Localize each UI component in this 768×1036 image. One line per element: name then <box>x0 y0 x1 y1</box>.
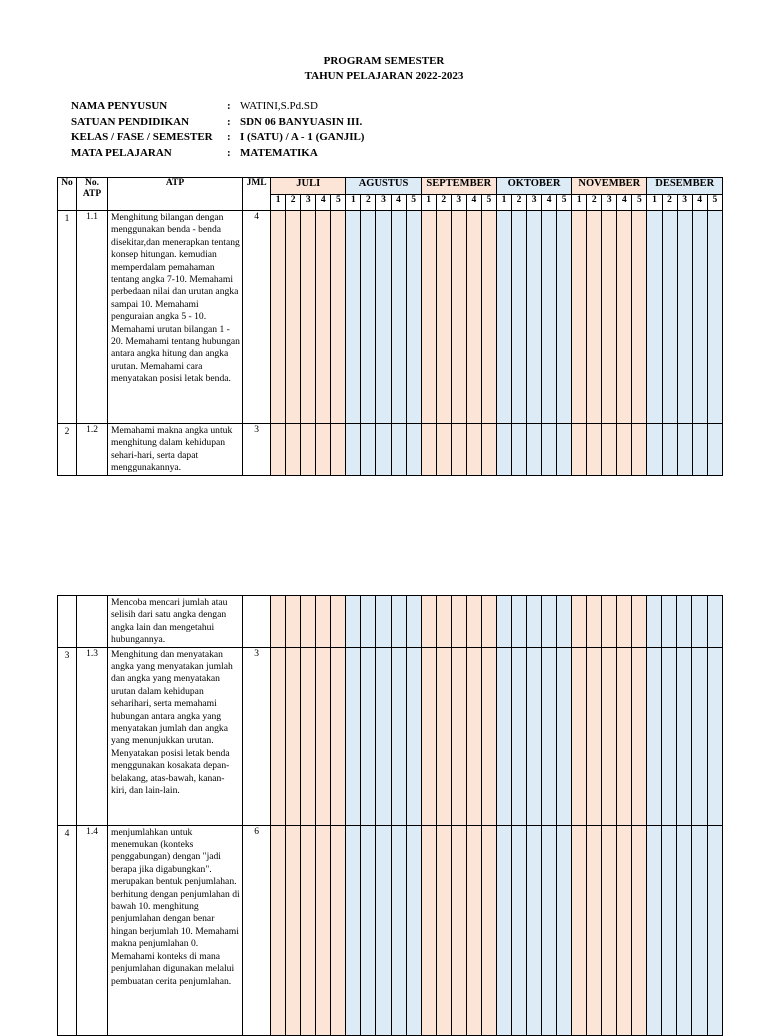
week-cell[interactable] <box>512 211 527 424</box>
info-label: NAMA PENYUSUN <box>71 100 168 112</box>
info-label: SATUAN PENDIDIKAN <box>71 115 190 128</box>
week-cell[interactable] <box>632 647 647 825</box>
week-number: 4 <box>391 195 406 211</box>
week-cell[interactable] <box>301 647 316 825</box>
week-cell[interactable] <box>361 647 376 825</box>
header-atp: ATP <box>108 178 243 211</box>
week-cell[interactable] <box>436 596 451 648</box>
week-number: 2 <box>587 195 602 211</box>
week-cell[interactable] <box>361 424 376 476</box>
month-header-september: SEPTEMBER <box>421 178 496 195</box>
week-number: 2 <box>662 195 677 211</box>
week-cell[interactable] <box>376 211 391 424</box>
week-cell[interactable] <box>436 211 451 424</box>
week-number: 3 <box>527 195 542 211</box>
week-cell[interactable] <box>466 424 481 476</box>
week-cell[interactable] <box>481 424 496 476</box>
week-cell[interactable] <box>316 211 331 424</box>
week-cell[interactable] <box>391 424 406 476</box>
info-colon: : <box>227 147 231 160</box>
week-cell[interactable] <box>632 825 647 1035</box>
week-cell[interactable] <box>481 211 496 424</box>
week-cell[interactable] <box>496 647 511 825</box>
atp-description: Memahami makna angka untuk menghitung dalam kehidupan sehari-hari, serta dapat menggunakannya. <box>108 424 243 476</box>
atp-number <box>77 596 108 648</box>
week-number: 5 <box>406 195 421 211</box>
week-cell[interactable] <box>406 647 421 825</box>
month-header-juli: JULI <box>271 178 346 195</box>
month-header-november: NOVEMBER <box>572 178 647 195</box>
week-cell[interactable] <box>406 596 421 648</box>
info-row <box>71 99 364 115</box>
jml-value <box>243 596 271 648</box>
header-no-atp: No. ATP <box>77 178 108 211</box>
week-cell[interactable] <box>572 596 587 648</box>
header-jml: JML <box>243 178 271 211</box>
info-row <box>71 115 364 131</box>
week-cell[interactable] <box>572 424 587 476</box>
week-cell[interactable] <box>286 825 301 1035</box>
week-cell[interactable] <box>391 825 406 1035</box>
week-cell[interactable] <box>542 424 557 476</box>
week-cell[interactable] <box>406 825 421 1035</box>
week-cell[interactable] <box>557 825 572 1035</box>
week-cell[interactable] <box>451 647 466 825</box>
week-number: 5 <box>331 195 346 211</box>
week-cell[interactable] <box>436 825 451 1035</box>
week-cell[interactable] <box>406 211 421 424</box>
atp-description: Mencoba mencari jumlah atau selisih dari satu angka dengan angka lain dan mengetahui hubungannya. <box>108 596 243 648</box>
week-cell[interactable] <box>602 596 617 648</box>
week-cell[interactable] <box>511 825 526 1035</box>
week-cell[interactable] <box>466 211 481 424</box>
info-label: MATA PELAJARAN <box>71 147 172 160</box>
week-cell[interactable] <box>376 424 391 476</box>
week-cell[interactable] <box>316 596 331 648</box>
week-number: 4 <box>542 195 557 211</box>
week-cell[interactable] <box>677 647 692 825</box>
week-cell[interactable] <box>346 647 361 825</box>
week-cell[interactable] <box>617 424 632 476</box>
week-number: 3 <box>677 195 692 211</box>
week-cell[interactable] <box>677 424 692 476</box>
week-cell[interactable] <box>707 211 722 424</box>
week-cell[interactable] <box>617 825 632 1035</box>
week-cell[interactable] <box>557 211 572 424</box>
week-cell[interactable] <box>376 596 391 648</box>
week-cell[interactable] <box>391 647 406 825</box>
row-number: 1 <box>58 211 77 424</box>
schedule-table-page-1 <box>57 177 723 476</box>
week-cell[interactable] <box>481 825 496 1035</box>
table-row <box>58 647 723 825</box>
week-cell[interactable] <box>587 596 602 648</box>
week-cell[interactable] <box>496 596 511 648</box>
week-cell[interactable] <box>391 596 406 648</box>
month-header-oktober: OKTOBER <box>496 178 571 195</box>
week-cell[interactable] <box>707 647 722 825</box>
document-subtitle: TAHUN PELAJARAN 2022-2023 <box>304 70 464 82</box>
week-cell[interactable] <box>451 596 466 648</box>
week-cell[interactable] <box>421 211 436 424</box>
week-cell[interactable] <box>331 825 346 1035</box>
week-cell[interactable] <box>511 596 526 648</box>
week-number: 4 <box>617 195 632 211</box>
week-cell[interactable] <box>647 825 662 1035</box>
week-cell[interactable] <box>572 211 587 424</box>
week-cell[interactable] <box>647 596 662 648</box>
jml-value: 3 <box>243 647 271 825</box>
week-number: 4 <box>466 195 481 211</box>
atp-number: 1.2 <box>77 424 108 476</box>
week-cell[interactable] <box>707 596 722 648</box>
schedule-table-page-2 <box>57 595 723 1036</box>
week-cell[interactable] <box>542 211 557 424</box>
week-cell[interactable] <box>557 647 572 825</box>
week-cell[interactable] <box>542 596 557 648</box>
week-cell[interactable] <box>346 424 361 476</box>
week-number: 3 <box>376 195 391 211</box>
week-cell[interactable] <box>271 424 286 476</box>
week-number: 3 <box>602 195 617 211</box>
week-cell[interactable] <box>587 825 602 1035</box>
week-cell[interactable] <box>346 211 361 424</box>
week-cell[interactable] <box>271 825 286 1035</box>
week-cell[interactable] <box>421 825 436 1035</box>
week-cell[interactable] <box>331 596 346 648</box>
week-number: 1 <box>496 195 511 211</box>
week-cell[interactable] <box>587 211 602 424</box>
atp-number: 1.4 <box>77 825 108 1035</box>
week-cell[interactable] <box>286 647 301 825</box>
row-number: 4 <box>58 825 77 1035</box>
week-cell[interactable] <box>406 424 421 476</box>
week-number: 2 <box>512 195 527 211</box>
row-number <box>58 596 77 648</box>
info-row <box>71 146 364 162</box>
jml-value: 6 <box>243 825 271 1035</box>
week-cell[interactable] <box>316 647 331 825</box>
week-cell[interactable] <box>451 825 466 1035</box>
week-cell[interactable] <box>331 424 346 476</box>
week-cell[interactable] <box>692 647 707 825</box>
week-number: 3 <box>451 195 466 211</box>
week-cell[interactable] <box>331 647 346 825</box>
week-cell[interactable] <box>286 424 301 476</box>
week-cell[interactable] <box>271 596 286 648</box>
week-cell[interactable] <box>602 825 617 1035</box>
week-cell[interactable] <box>361 211 376 424</box>
week-cell[interactable] <box>707 424 722 476</box>
week-number: 3 <box>301 195 316 211</box>
week-cell[interactable] <box>677 596 692 648</box>
jml-value: 4 <box>243 211 271 424</box>
document-title: PROGRAM SEMESTER <box>323 55 445 67</box>
info-value: I (SATU) / A - 1 (GANJIL) <box>240 131 365 144</box>
week-cell[interactable] <box>647 211 662 424</box>
week-cell[interactable] <box>632 211 647 424</box>
week-cell[interactable] <box>557 424 572 476</box>
atp-description: Menghitung dan menyatakan angka yang menyatakan jumlah dan angka yang menyatakan urutan dalam kehidupan seharihari, serta memahami hubungan antara angka yang menyatakan jumlah dan angka yang menunjukkan urutan. Menyatakan posisi letak benda menggunakan kosakata depan-belakang, atas-bawah, kanan-kiri, dan lain-lain. <box>108 647 243 825</box>
week-cell[interactable] <box>451 211 466 424</box>
atp-description: menjumlahkan untuk menemukan (konteks penggabungan) dengan "jadi berapa jika digabungkan". merupakan bentuk penjumlahan. berhitung dengan penjumlahan di bawah 10. menghitung penjumlahan dengan benar hingan berjumlah 10. Memahami makna penjumlahan 0. Memahami konteks di mana penjumlahan digunakan melalui pembuatan cerita penjumlahan. <box>108 825 243 1035</box>
week-cell[interactable] <box>496 825 511 1035</box>
week-cell[interactable] <box>346 825 361 1035</box>
table-row <box>58 424 723 476</box>
week-cell[interactable] <box>496 424 511 476</box>
week-number: 2 <box>361 195 376 211</box>
week-cell[interactable] <box>331 211 346 424</box>
week-cell[interactable] <box>451 424 466 476</box>
week-cell[interactable] <box>527 424 542 476</box>
info-value: WATINI,S.Pd.SD <box>240 100 318 112</box>
info-value: SDN 06 BANYUASIN III. <box>240 115 363 128</box>
atp-number: 1.1 <box>77 211 108 424</box>
week-cell[interactable] <box>692 211 707 424</box>
atp-description: Menghitung bilangan dengan menggunakan benda - benda disekitar,dan menerapkan tentang konsep hitungan. kemudian memperdalam pemahaman tentang angka 7-10. Memahami perbedaan nilai dan urutan angka sampai 10. Memahami penguraian angka 5 - 10. Memahami urutan bilangan 1 - 20. Memahami tentang hubungan antara angka hitung dan angka urutan. Memahami cara menyatakan posisi letak benda. <box>108 211 243 424</box>
week-cell[interactable] <box>617 211 632 424</box>
week-cell[interactable] <box>301 596 316 648</box>
week-cell[interactable] <box>361 825 376 1035</box>
week-cell[interactable] <box>271 211 286 424</box>
week-cell[interactable] <box>526 596 541 648</box>
week-cell[interactable] <box>692 825 707 1035</box>
header-no: No <box>58 178 77 211</box>
week-cell[interactable] <box>376 825 391 1035</box>
week-cell[interactable] <box>632 596 647 648</box>
week-cell[interactable] <box>286 596 301 648</box>
week-cell[interactable] <box>692 596 707 648</box>
info-row <box>71 130 364 146</box>
week-cell[interactable] <box>496 211 511 424</box>
week-cell[interactable] <box>557 596 572 648</box>
week-cell[interactable] <box>466 596 481 648</box>
week-cell[interactable] <box>602 211 617 424</box>
week-cell[interactable] <box>316 424 331 476</box>
table-row <box>58 211 723 424</box>
week-cell[interactable] <box>301 825 316 1035</box>
week-number: 5 <box>632 195 647 211</box>
row-number: 3 <box>58 647 77 825</box>
week-number: 1 <box>647 195 662 211</box>
week-cell[interactable] <box>602 424 617 476</box>
row-number: 2 <box>58 424 77 476</box>
week-cell[interactable] <box>677 211 692 424</box>
week-cell[interactable] <box>316 825 331 1035</box>
month-header-agustus: AGUSTUS <box>346 178 421 195</box>
week-cell[interactable] <box>632 424 647 476</box>
week-cell[interactable] <box>647 424 662 476</box>
week-cell[interactable] <box>421 647 436 825</box>
week-number: 1 <box>346 195 361 211</box>
identity-block <box>71 99 364 162</box>
month-header-desember: DESEMBER <box>647 178 723 195</box>
info-colon: : <box>227 100 231 112</box>
week-cell[interactable] <box>421 596 436 648</box>
week-cell[interactable] <box>662 647 677 825</box>
week-cell[interactable] <box>481 596 496 648</box>
table-row <box>58 596 723 648</box>
week-number: 5 <box>557 195 572 211</box>
week-cell[interactable] <box>271 647 286 825</box>
week-cell[interactable] <box>572 825 587 1035</box>
week-number: 4 <box>692 195 707 211</box>
week-cell[interactable] <box>707 825 722 1035</box>
header-row <box>58 178 723 195</box>
week-cell[interactable] <box>542 825 557 1035</box>
week-number: 4 <box>316 195 331 211</box>
week-cell[interactable] <box>526 647 541 825</box>
week-number: 1 <box>421 195 436 211</box>
week-cell[interactable] <box>602 647 617 825</box>
week-cell[interactable] <box>677 825 692 1035</box>
week-number: 2 <box>286 195 301 211</box>
info-label: KELAS / FASE / SEMESTER <box>71 131 213 144</box>
week-cell[interactable] <box>301 211 316 424</box>
week-cell[interactable] <box>542 647 557 825</box>
week-cell[interactable] <box>662 825 677 1035</box>
week-cell[interactable] <box>376 647 391 825</box>
week-cell[interactable] <box>647 647 662 825</box>
week-cell[interactable] <box>301 424 316 476</box>
info-colon: : <box>227 131 231 144</box>
week-cell[interactable] <box>466 647 481 825</box>
week-cell[interactable] <box>572 647 587 825</box>
week-cell[interactable] <box>436 424 451 476</box>
week-number: 2 <box>436 195 451 211</box>
info-value: MATEMATIKA <box>240 147 318 160</box>
week-cell[interactable] <box>617 647 632 825</box>
week-cell[interactable] <box>587 647 602 825</box>
week-number: 5 <box>707 195 722 211</box>
week-cell[interactable] <box>692 424 707 476</box>
week-cell[interactable] <box>391 211 406 424</box>
info-colon: : <box>227 115 231 128</box>
week-cell[interactable] <box>421 424 436 476</box>
week-cell[interactable] <box>481 647 496 825</box>
week-cell[interactable] <box>662 424 677 476</box>
week-cell[interactable] <box>617 596 632 648</box>
jml-value: 3 <box>243 424 271 476</box>
week-cell[interactable] <box>436 647 451 825</box>
week-cell[interactable] <box>587 424 602 476</box>
week-cell[interactable] <box>286 211 301 424</box>
week-number: 1 <box>271 195 286 211</box>
atp-number: 1.3 <box>77 647 108 825</box>
week-cell[interactable] <box>527 211 542 424</box>
week-cell[interactable] <box>346 596 361 648</box>
week-cell[interactable] <box>662 211 677 424</box>
week-cell[interactable] <box>512 424 527 476</box>
week-number: 1 <box>572 195 587 211</box>
week-cell[interactable] <box>526 825 541 1035</box>
week-cell[interactable] <box>361 596 376 648</box>
week-number: 5 <box>481 195 496 211</box>
table-row <box>58 825 723 1035</box>
week-cell[interactable] <box>662 596 677 648</box>
week-cell[interactable] <box>466 825 481 1035</box>
week-cell[interactable] <box>511 647 526 825</box>
